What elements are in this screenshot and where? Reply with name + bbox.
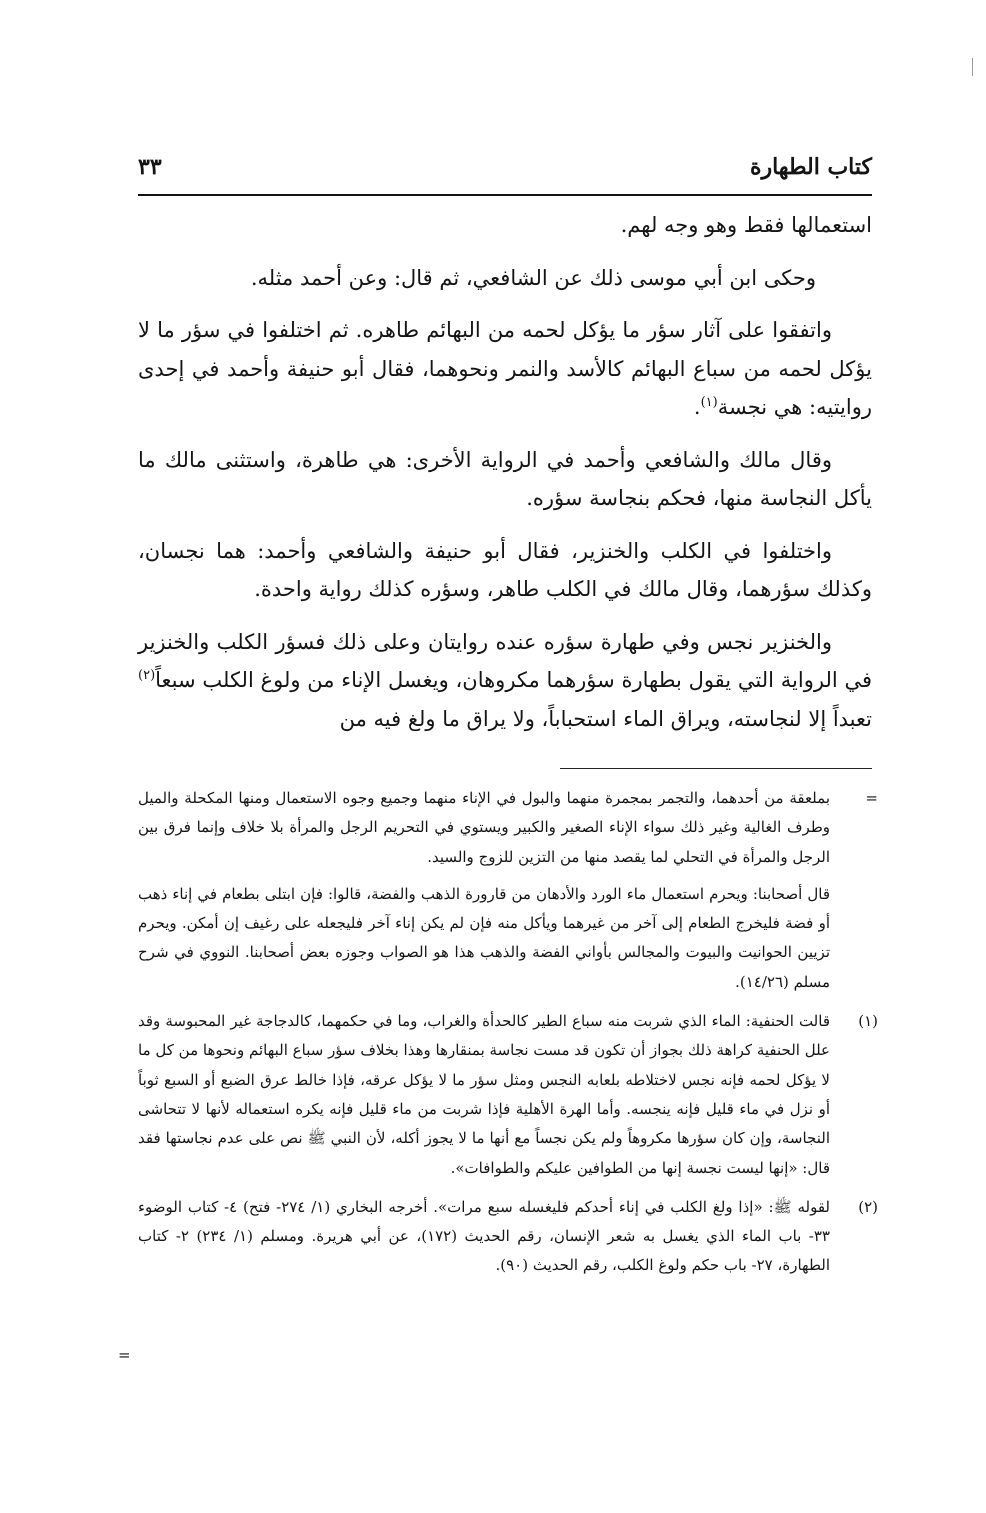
page-edge-mark: [972, 58, 973, 76]
footnotes: [138, 784, 878, 1291]
footnote-separator: [560, 768, 872, 769]
paragraph: وحكى ابن أبي موسى ذلك عن الشافعي، ثم قال: وعن أحمد مثله.: [250, 265, 816, 290]
paragraph: واتفقوا على آثار سؤر ما يؤكل لحمه من البهائم طاهره. ثم اختلفوا في سؤر ما لا يؤكل لحمه من سباع البهائم كالأسد والنمر ونحوهما، فقال أبو حنيفة وأحمد في إحدى روايتيه: هي نجسة$^{(١)}$.: [138, 318, 872, 419]
main-text: [138, 206, 872, 752]
page-header: [138, 152, 872, 196]
paragraph: وقال مالك والشافعي وأحمد في الرواية الأخرى: هي طاهرة، واستثنى مالك ما يأكل النجاسة منها، فحكم بنجاسة سؤره.: [138, 447, 872, 510]
footnote-marker: (٢): [858, 1197, 878, 1216]
footnote-text: قالت الحنفية: الماء الذي شربت منه سباع الطير كالحدأة والغراب، وما في حكمهما، كالدجاجة غير المحبوسة وقد علل الحنفية كراهة ذلك بجواز أن تكون قد مست نجاسة بمنقارها وهذا بخلاف سؤر سباع البهائم ونحوها من كل ما لا يؤكل لحمه فإنه نجس لاختلاطه بلعابه النجس ومثل سؤر ما لا يؤكل عرقه، فإذا خالط عرق الضبع أو السبع ثوباً أو نزل في ماء قليل فإنه ينجسه. وأما الهرة الأهلية فإذا شربت من ماء قليل فإنه يكره استعماله لأنها لا تتحاشى النجاسة، وإن كان سؤرها مكروهاً ولم يكن نجساً مع أنها ما لا يجوز أكله، لأن النبي ﷺ نص على عدم نجاستها فقد قال: «إنها ليست نجسة إنها من الطوافين عليكم والطوافات».: [138, 1012, 830, 1177]
paragraph: استعمالها فقط وهو وجه لهم.: [620, 213, 872, 237]
footnote-ref: (١): [700, 395, 718, 410]
continuation-marker-bottom: =: [118, 1346, 131, 1364]
footnote-text: بملعقة من أحدهما، والتجمر بمجمرة منهما والبول في الإناء منهما وجميع وجوه الاستعمال ومنها المكحلة والميل وطرف الغالية وغير ذلك سواء الإناء الصغير والكبير ويستوي في التحريم الرجل والمرأة بلا خلاف وإنما فرق بين الرجل والمرأة في التحلي لما يقصد منها من التزين للزوج والسيد.: [138, 789, 830, 866]
footnote-1: [138, 1007, 878, 1183]
paragraph: والخنزير نجس وفي طهارة سؤره عنده روايتان وعلى ذلك فسؤر الكلب والخنزير في الرواية التي يقول بطهارة سؤرهما مكروهان، ويغسل الإناء من ولوغ الكلب سبعاً$^{(٢)}$ تعبداً إلا لنجاسته، ويراق الماء استحباباً، ولا يراق ما ولغ فيه من: [138, 629, 872, 731]
footnote-text: لقوله ﷺ: «إذا ولغ الكلب في إناء أحدكم فليغسله سبع مرات». أخرجه البخاري (١/ ٢٧٤- فتح) ٤- كتاب الوضوء ٣٣- باب الماء الذي يغسل به شعر الإنسان، رقم الحديث (١٧٢)، عن أبي هريرة. ومسلم (١/ ٢٣٤) ٢- كتاب الطهارة، ٢٧- باب حكم ولوغ الكلب، رقم الحديث (٩٠).: [138, 1197, 830, 1275]
paragraph: واختلفوا في الكلب والخنزير، فقال أبو حنيفة والشافعي وأحمد: هما نجسان، وكذلك سؤرهما، وقال مالك في الكلب طاهر، وسؤره كذلك رواية واحدة.: [138, 538, 872, 601]
header-rule: [138, 194, 872, 196]
footnote-2: [138, 1193, 878, 1281]
footnote-continued: [138, 784, 878, 997]
chapter-title: كتاب الطهارة: [749, 154, 872, 180]
footnote-ref: (٢): [138, 668, 156, 683]
continuation-marker: =: [865, 789, 878, 807]
footnote-marker: (١): [858, 1012, 878, 1031]
footnote-text: قال أصحابنا: ويحرم استعمال ماء الورد والأدهان من قارورة الذهب والفضة، قالوا: فإن ابتلى بطعام في إناء ذهب أو فضة فليخرج الطعام إلى آخر من غيرهما ويأكل منه فإن لم يكن إناء آخر فليجعله على رغيف إن أمكن. ويحرم تزيين الحوانيت والبيوت والمجالس بأواني الفضة والذهب هذا هو الصواب وجوزه بعض أصحابنا. النووي في شرح مسلم (١٤/٢٦).: [138, 884, 830, 991]
page-number: ٣٣: [138, 154, 162, 180]
